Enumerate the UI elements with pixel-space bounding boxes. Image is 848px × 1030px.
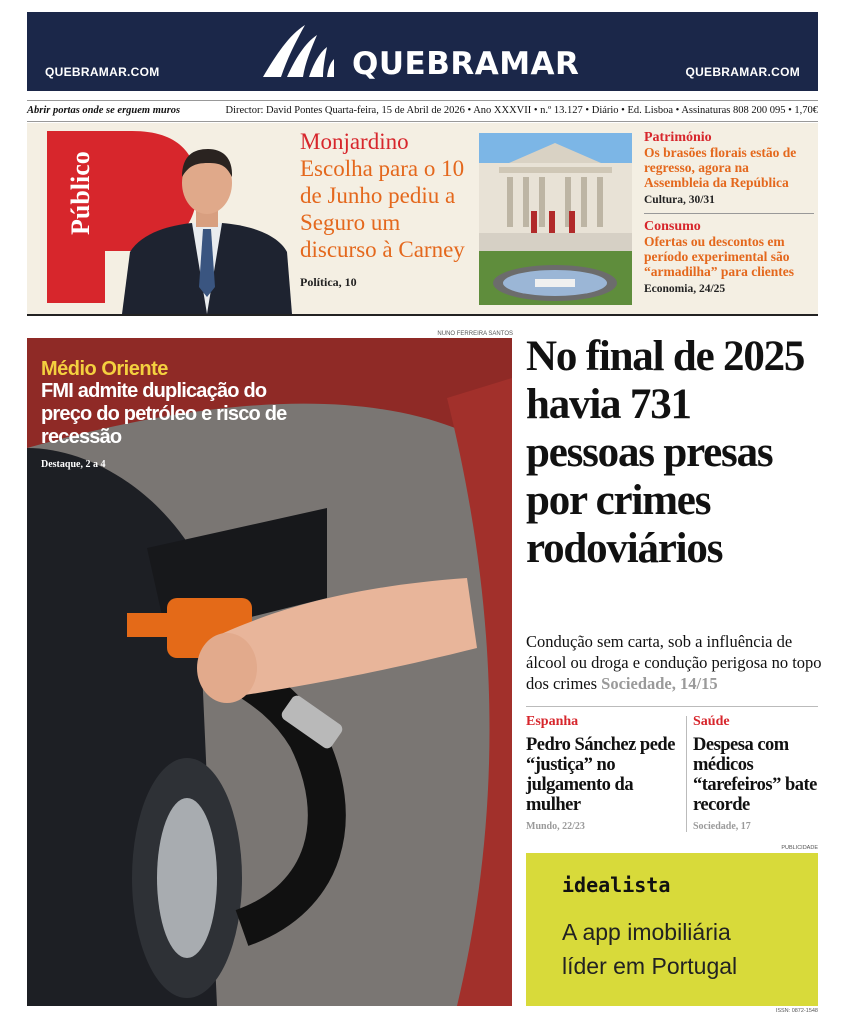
overlay-kicker: Médio Oriente [41, 358, 168, 380]
lead-headline: Escolha para o 10 de Junho pediu a Seguro um discurso à Carney [300, 156, 465, 262]
issn: ISSN: 0872-1548 [775, 1008, 818, 1014]
banner-name: QUEBRAMAR [352, 46, 580, 82]
divider [644, 213, 814, 214]
ad-line1: A app imobiliária [562, 919, 731, 945]
main-photo[interactable] [27, 338, 512, 1006]
column-section: Sociedade, 17 [693, 821, 751, 832]
edition-info: Director: David Pontes Quarta-feira, 15 de Abril de 2026 • Ano XXXVII • n.º 13.127 • Diário • Ed. Lisboa • Assinaturas 808 200 095 • 1,70€ [225, 105, 818, 116]
masthead-strip [27, 100, 818, 122]
column-headline: Pedro Sánchez pede “justiça” no julgamento da mulher [526, 735, 675, 815]
side-body: Ofertas ou descontos em período experimental são “armadilha” para clientes [644, 234, 794, 279]
subhead-text: Condução sem carta, sob a influência de álcool ou droga e condução perigosa no topo dos crimes [526, 632, 822, 693]
tagline: Abrir portas onde se erguem muros [27, 105, 181, 116]
ad-line2: líder em Portugal [562, 953, 738, 979]
news-column[interactable] [693, 713, 843, 832]
ad-label: PUBLICIDADE [781, 845, 818, 851]
lead-section: Política, 10 [300, 275, 357, 289]
photo-credit: NUNO FERREIRA SANTOS [437, 331, 513, 337]
top-section [27, 123, 818, 316]
news-column[interactable] [526, 713, 676, 832]
column-headline: Despesa com médicos “tarefeiros” bate recorde [693, 735, 817, 815]
side-story[interactable] [644, 129, 814, 208]
side-story[interactable] [644, 218, 814, 297]
lead-story[interactable] [300, 128, 480, 296]
quebramar-logo-icon [261, 25, 335, 77]
assembleia-photo [479, 133, 632, 305]
ad-tagline [562, 915, 737, 983]
column-kicker: Espanha [526, 714, 579, 729]
banner-url-left[interactable]: QUEBRAMAR.COM [45, 65, 160, 79]
subhead-section: Sociedade, 14/15 [601, 674, 718, 693]
column-kicker: Saúde [693, 714, 730, 729]
column-section: Mundo, 22/23 [526, 821, 585, 832]
side-section: Cultura, 30/31 [644, 194, 715, 206]
banner-url-right[interactable]: QUEBRAMAR.COM [685, 65, 800, 79]
side-kicker: Património [644, 130, 712, 145]
monjardino-photo [122, 137, 292, 314]
side-stories [644, 129, 814, 297]
divider [686, 716, 687, 832]
photo-overlay[interactable] [41, 358, 291, 470]
side-body: Os brasões florais estão de regresso, agora na Assembleia da República [644, 145, 797, 190]
idealista-ad[interactable] [526, 853, 818, 1006]
overlay-headline: FMI admite duplicação do preço do petróleo e risco de recessão [41, 380, 287, 448]
main-headline[interactable]: No final de 2025 havia 731 pessoas presas por crimes rodoviários [526, 333, 805, 572]
main-subhead [526, 631, 826, 694]
lead-name: Monjardino [300, 129, 409, 154]
logo-word: Público [66, 151, 95, 235]
side-section: Economia, 24/25 [644, 283, 726, 295]
side-kicker: Consumo [644, 219, 701, 234]
top-banner[interactable] [27, 12, 818, 91]
ad-brand: idealista [562, 873, 671, 897]
overlay-section: Destaque, 2 a 4 [41, 459, 106, 470]
divider [526, 706, 818, 707]
